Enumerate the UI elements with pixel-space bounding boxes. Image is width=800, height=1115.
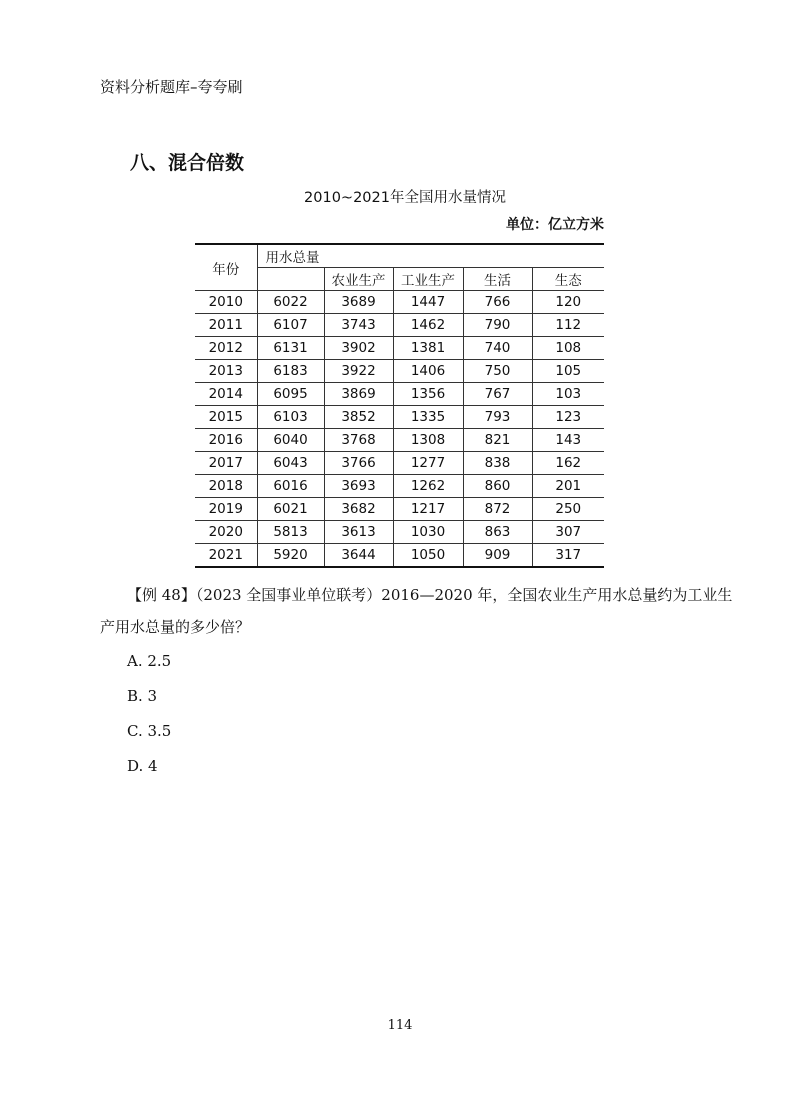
table-cell: 162 [532,452,604,475]
table-cell: 1050 [393,544,463,568]
table-cell: 863 [463,521,532,544]
table-cell: 1447 [393,291,463,314]
table-cell: 740 [463,337,532,360]
table-row [195,498,604,521]
table-cell: 6043 [257,452,324,475]
table-cell: 2021 [195,544,257,568]
table-cell: 1030 [393,521,463,544]
table-row [195,475,604,498]
table-row [195,452,604,475]
table-cell: 2011 [195,314,257,337]
table-cell: 3902 [324,337,393,360]
table-cell: 2019 [195,498,257,521]
table-cell: 2014 [195,383,257,406]
header-year: 年份 [195,244,257,291]
table-cell: 3613 [324,521,393,544]
table-cell: 6040 [257,429,324,452]
header-total-sub [257,268,324,291]
table-cell: 3682 [324,498,393,521]
table-row [195,360,604,383]
table-cell: 3768 [324,429,393,452]
table-cell: 1335 [393,406,463,429]
table-cell: 1356 [393,383,463,406]
table-cell: 103 [532,383,604,406]
table-cell: 5813 [257,521,324,544]
table-cell: 767 [463,383,532,406]
table-cell: 838 [463,452,532,475]
table-cell: 2013 [195,360,257,383]
option-c[interactable]: C. 3.5 [127,722,172,740]
table-cell: 860 [463,475,532,498]
header-agriculture: 农业生产 [324,268,393,291]
table-row [195,429,604,452]
page-number: 114 [387,1018,413,1033]
table-row [195,521,604,544]
header-total: 用水总量 [257,244,604,268]
table-body [195,291,604,568]
option-a[interactable]: A. 2.5 [127,652,172,670]
table-cell: 2017 [195,452,257,475]
table-cell: 3766 [324,452,393,475]
table-cell: 1381 [393,337,463,360]
table-cell: 1406 [393,360,463,383]
table-row [195,314,604,337]
table-cell: 307 [532,521,604,544]
unit-label: 单位：亿立方米 [506,217,604,233]
table-cell: 201 [532,475,604,498]
table-cell: 6103 [257,406,324,429]
table-cell: 6016 [257,475,324,498]
table-cell: 821 [463,429,532,452]
table-cell: 317 [532,544,604,568]
table-cell: 108 [532,337,604,360]
table-cell: 3922 [324,360,393,383]
table-cell: 6095 [257,383,324,406]
table-cell: 1462 [393,314,463,337]
table-cell: 6021 [257,498,324,521]
header-living: 生活 [463,268,532,291]
table-cell: 3644 [324,544,393,568]
table-cell: 2018 [195,475,257,498]
table-cell: 3693 [324,475,393,498]
table-cell: 120 [532,291,604,314]
question-stem-line1: 【例 48】（2023 全国事业单位联考）2016—2020 年，全国农业生产用水总量约为工业生 [127,586,733,604]
table-row [195,337,604,360]
table-cell: 105 [532,360,604,383]
table-cell: 2010 [195,291,257,314]
table-cell: 5920 [257,544,324,568]
question-stem-line2: 产用水总量的多少倍？ [100,618,251,636]
table-cell: 872 [463,498,532,521]
table-cell: 2012 [195,337,257,360]
option-b[interactable]: B. 3 [127,687,158,705]
table-cell: 3852 [324,406,393,429]
table-row [195,406,604,429]
table-cell: 3869 [324,383,393,406]
table-cell: 6183 [257,360,324,383]
water-usage-table [195,243,604,568]
table-cell: 6131 [257,337,324,360]
table-cell: 1308 [393,429,463,452]
table-cell: 1277 [393,452,463,475]
table-cell: 3743 [324,314,393,337]
table-cell: 3689 [324,291,393,314]
table-cell: 766 [463,291,532,314]
table-row [195,383,604,406]
table-cell: 2015 [195,406,257,429]
table-cell: 143 [532,429,604,452]
option-d[interactable]: D. 4 [127,757,158,775]
table-cell: 6107 [257,314,324,337]
table-cell: 1217 [393,498,463,521]
table-title: 2010~2021年全国用水量情况 [304,190,506,206]
table-cell: 2016 [195,429,257,452]
section-title: 八、混合倍数 [130,152,245,174]
header-ecology: 生态 [532,268,604,291]
table-row [195,544,604,568]
table-cell: 112 [532,314,604,337]
table-cell: 1262 [393,475,463,498]
table-cell: 793 [463,406,532,429]
running-header: 资料分析题库–夸夸刷 [100,78,243,96]
table-cell: 250 [532,498,604,521]
header-industry: 工业生产 [393,268,463,291]
table-cell: 6022 [257,291,324,314]
table-row [195,291,604,314]
table-cell: 123 [532,406,604,429]
table-cell: 909 [463,544,532,568]
table-cell: 2020 [195,521,257,544]
table-cell: 790 [463,314,532,337]
table-cell: 750 [463,360,532,383]
